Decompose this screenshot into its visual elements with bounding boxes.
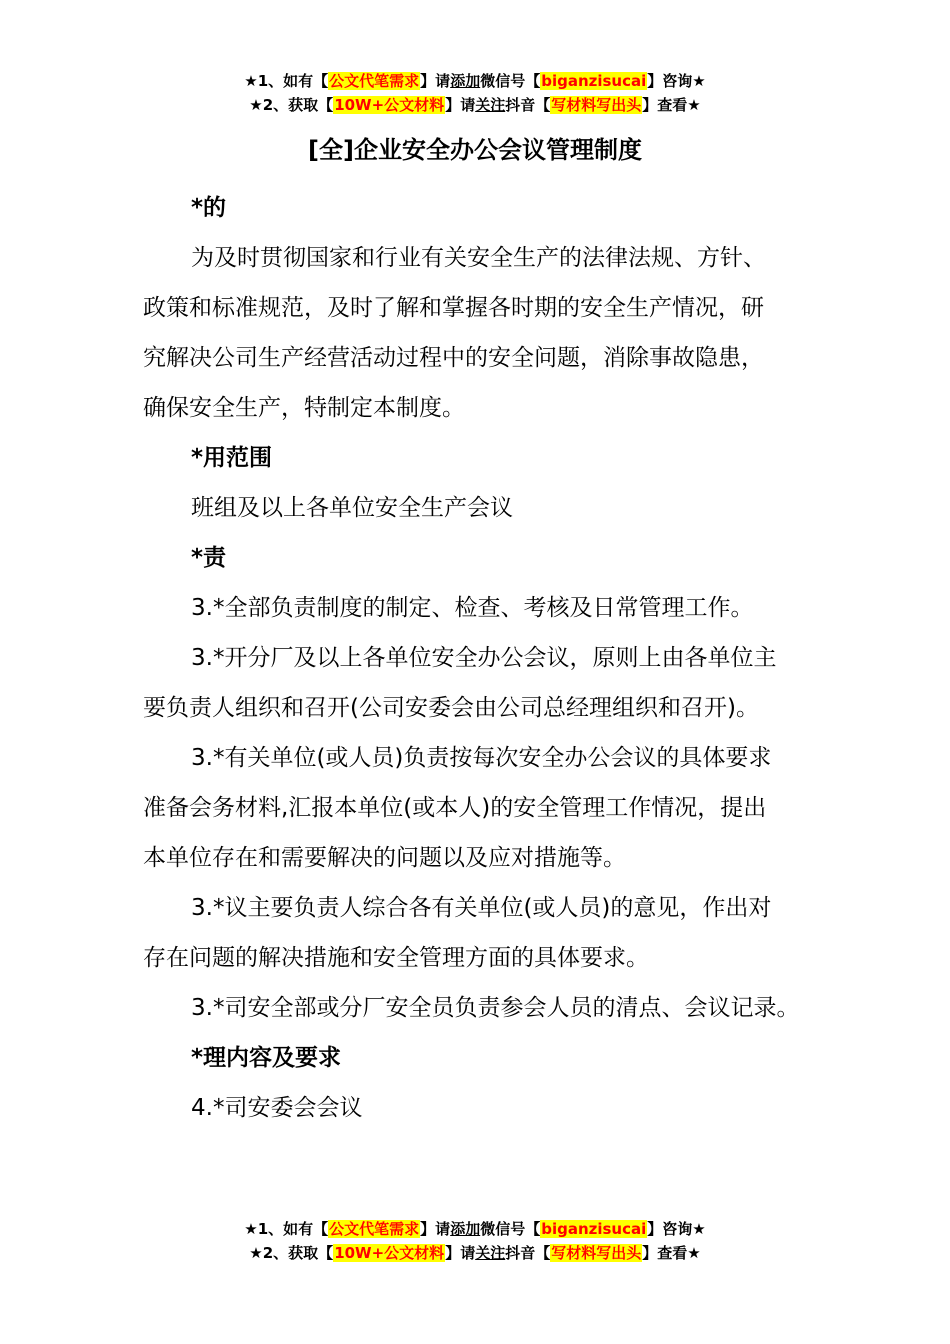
paragraph-line: 3.*开分厂及以上各单位安全办公会议，原则上由各单位主	[191, 645, 777, 671]
banner-text: 微信号【	[480, 1220, 541, 1238]
paragraph-line: 准备会务材料,汇报本单位(或本人)的安全管理工作情况，提出	[143, 795, 767, 821]
section-heading: *用范围	[191, 445, 273, 471]
banner-highlight: biganzisucai	[541, 72, 647, 90]
banner-line-1	[0, 1217, 950, 1241]
banner-underline: 添加	[450, 1220, 481, 1238]
banner-highlight: 写材料写出头	[551, 1244, 642, 1262]
section-heading: *理内容及要求	[191, 1045, 342, 1071]
paragraph-line: 要负责人组织和召开(公司安委会由公司总经理组织和召开)。	[143, 695, 759, 721]
banner-underline: 关注	[475, 96, 506, 114]
banner-text: 抖音【	[505, 1244, 551, 1262]
banner-underline: 关注	[475, 1244, 506, 1262]
banner-highlight: 写材料写出头	[551, 96, 642, 114]
paragraph-line: 3.*全部负责制度的制定、检查、考核及日常管理工作。	[191, 595, 754, 621]
banner-line-1	[0, 69, 950, 93]
banner-text: 】查看★	[642, 1244, 701, 1262]
banner-highlight: 10W+公文材料	[334, 1244, 445, 1262]
banner-text: 抖音【	[505, 96, 551, 114]
paragraph-line: 班组及以上各单位安全生产会议	[191, 495, 513, 521]
banner-line-2	[0, 1241, 950, 1265]
banner-text: 】咨询★	[647, 1220, 706, 1238]
paragraph-line: 3.*司安全部或分厂安全员负责参会人员的清点、会议记录。	[191, 995, 800, 1021]
paragraph-line: 3.*有关单位(或人员)负责按每次安全办公会议的具体要求	[191, 745, 772, 771]
banner-text: ★2、获取【	[249, 96, 334, 114]
section-heading: *的	[191, 195, 227, 221]
banner-line-2	[0, 93, 950, 117]
paragraph-line: 4.*司安委会会议	[191, 1095, 363, 1121]
paragraph-line: 确保安全生产，特制定本制度。	[143, 395, 465, 421]
section-heading: *责	[191, 545, 227, 571]
banner-text: 】咨询★	[647, 72, 706, 90]
paragraph-line: 为及时贯彻国家和行业有关安全生产的法律法规、方针、	[191, 245, 766, 271]
banner-highlight: 公文代笔需求	[329, 1220, 420, 1238]
header-banner	[0, 69, 950, 117]
banner-text: 】请	[420, 72, 451, 90]
banner-text: 】请	[420, 1220, 451, 1238]
banner-text: 】请	[445, 1244, 476, 1262]
paragraph-line: 政策和标准规范，及时了解和掌握各时期的安全生产情况，研	[143, 295, 764, 321]
banner-text: ★1、如有【	[244, 1220, 329, 1238]
banner-text: ★1、如有【	[244, 72, 329, 90]
paragraph-line: 究解决公司生产经营活动过程中的安全问题，消除事故隐患，	[143, 345, 764, 371]
banner-text: ★2、获取【	[249, 1244, 334, 1262]
banner-highlight: biganzisucai	[541, 1220, 647, 1238]
paragraph-line: 3.*议主要负责人综合各有关单位(或人员)的意见，作出对	[191, 895, 772, 921]
document-body	[143, 183, 823, 1133]
paragraph-line: 本单位存在和需要解决的问题以及应对措施等。	[143, 845, 626, 871]
banner-highlight: 10W+公文材料	[334, 96, 445, 114]
document-title: [全]企业安全办公会议管理制度	[308, 136, 642, 164]
footer-banner	[0, 1217, 950, 1265]
banner-text: 微信号【	[480, 72, 541, 90]
banner-text: 】请	[445, 96, 476, 114]
banner-text: 】查看★	[642, 96, 701, 114]
banner-highlight: 公文代笔需求	[329, 72, 420, 90]
banner-underline: 添加	[450, 72, 481, 90]
paragraph-line: 存在问题的解决措施和安全管理方面的具体要求。	[143, 945, 649, 971]
